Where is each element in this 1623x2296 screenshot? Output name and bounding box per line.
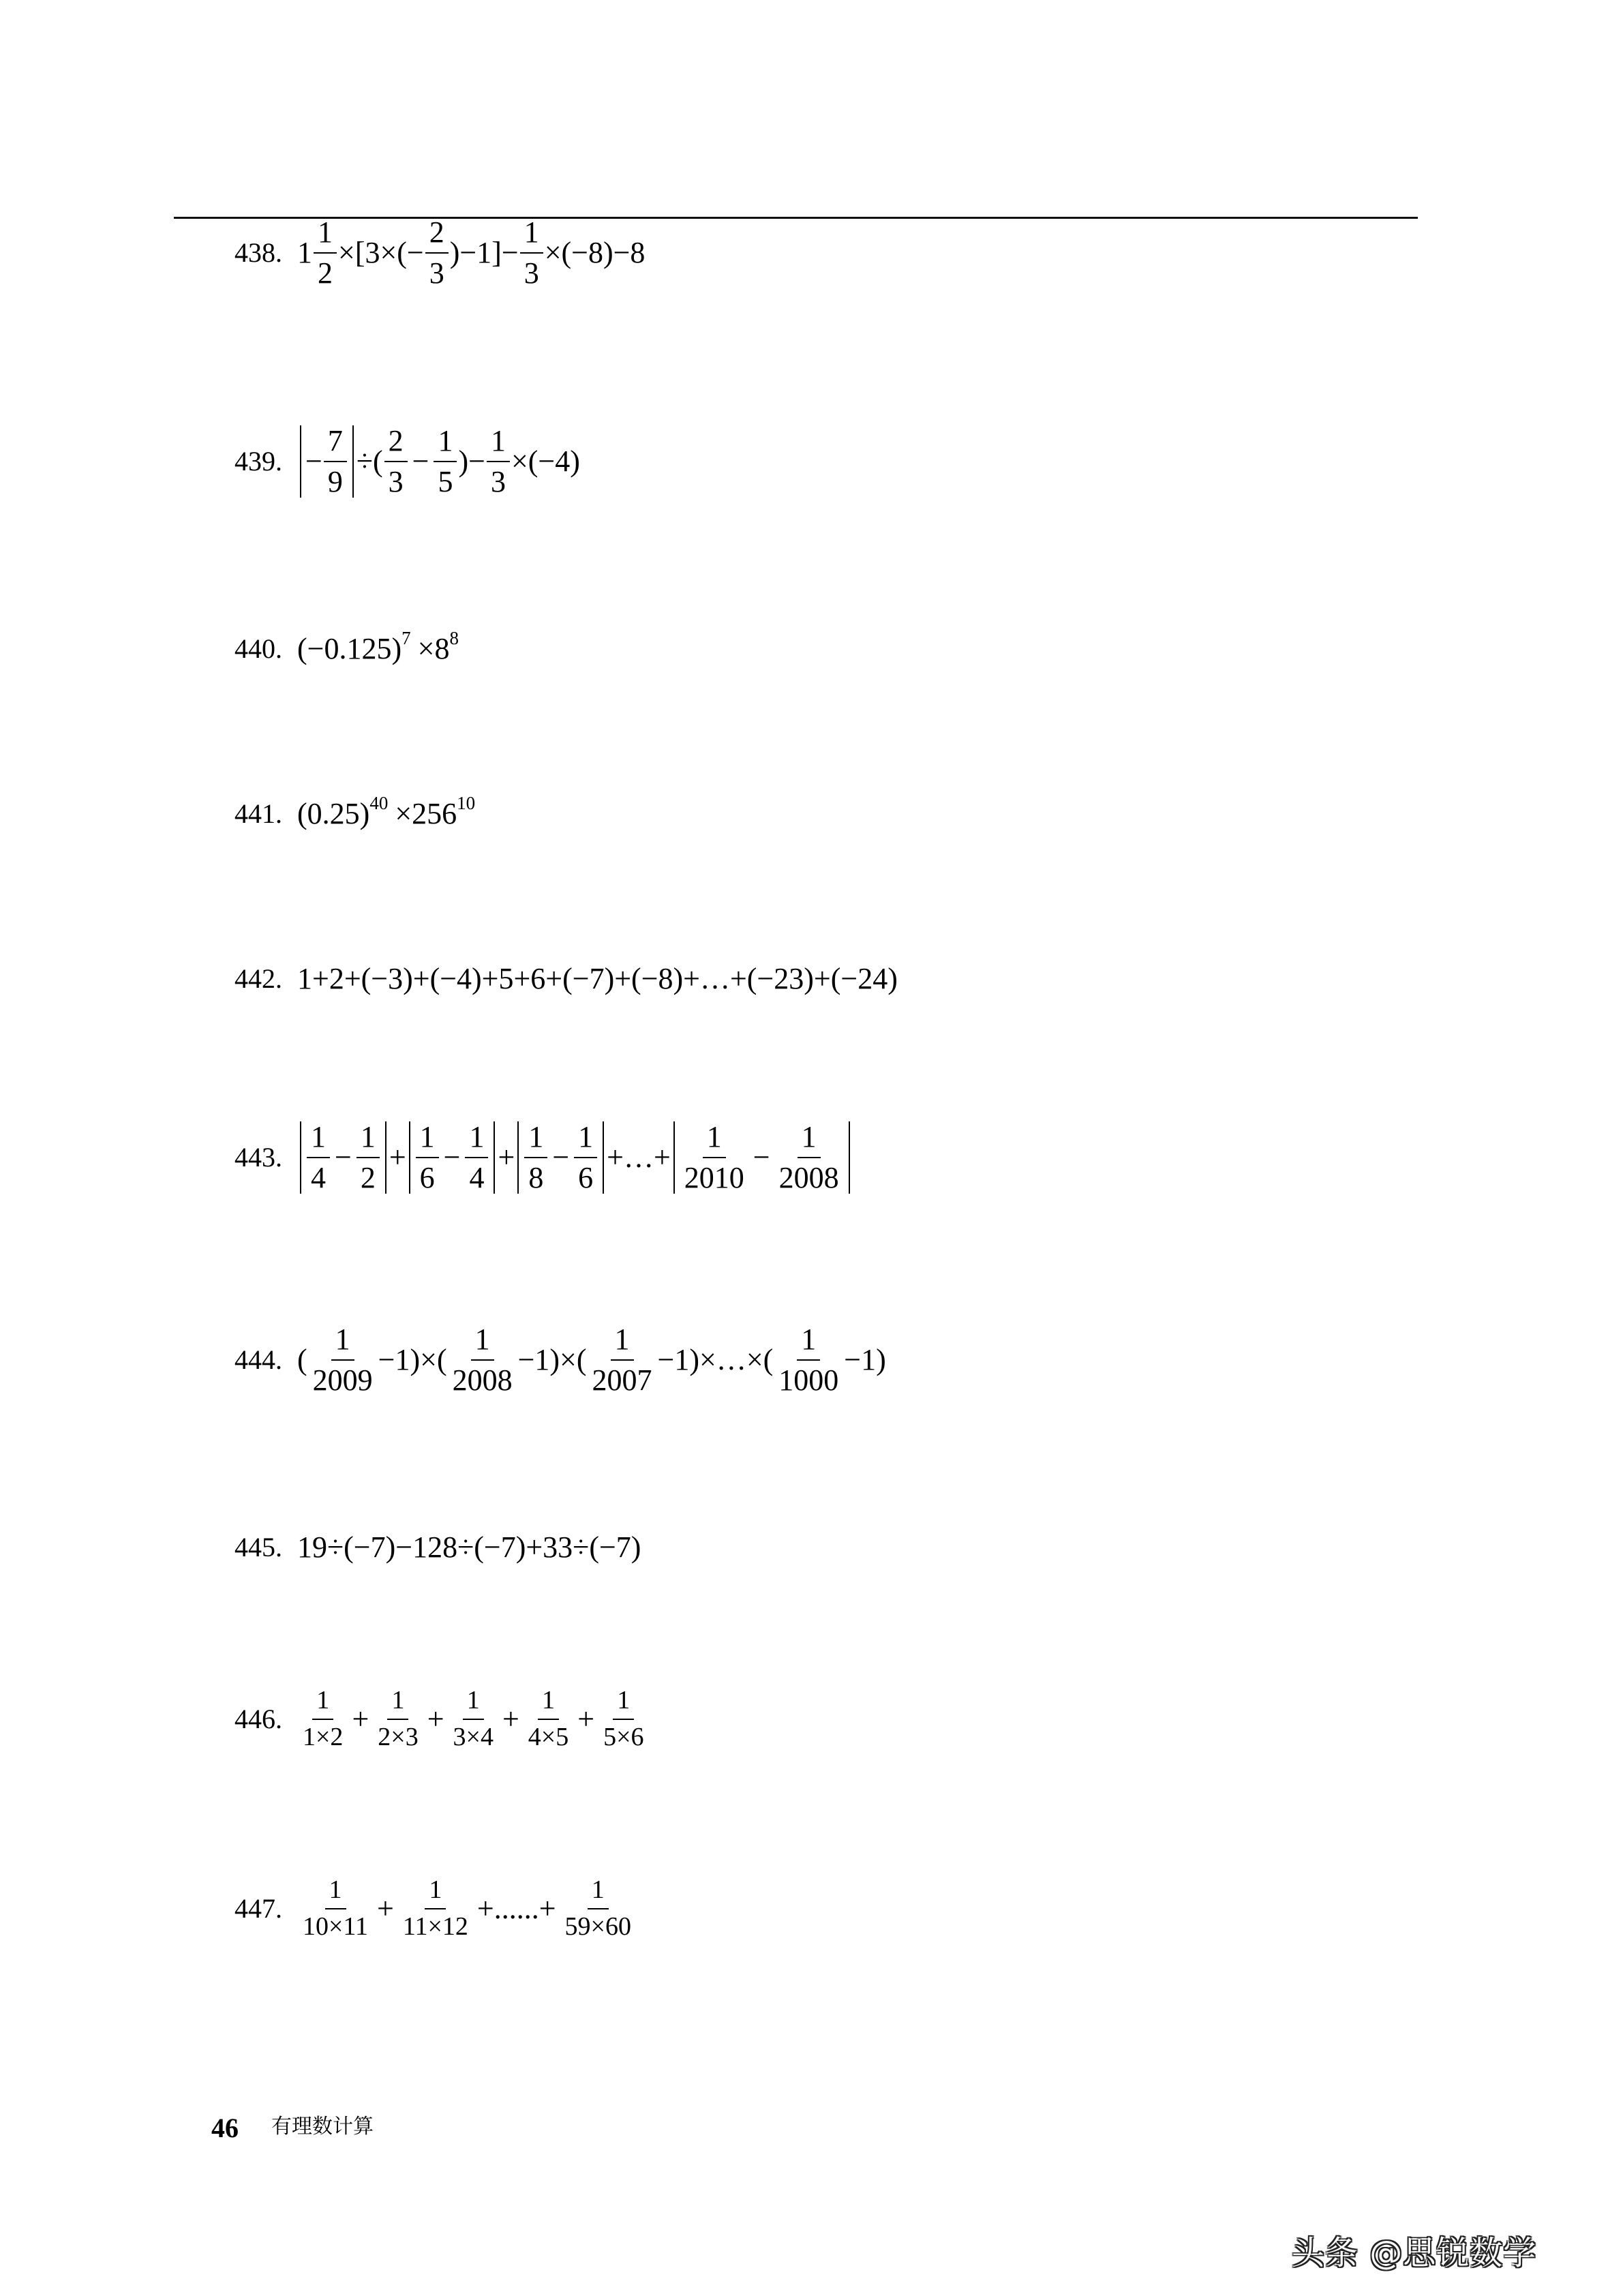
expression: (0.25) $^{40}$ ×256 $^{10}$: [297, 792, 476, 830]
fraction: $\frac{2}{3}$: [384, 425, 408, 498]
fraction: $\frac{1}{2}$: [314, 217, 337, 289]
problem-441: [234, 792, 476, 830]
fraction: $\frac{1}{2}$: [357, 1121, 380, 1194]
problem-number: 444.: [234, 1344, 282, 1376]
expression: 19÷(−7)−128÷(−7)+33÷(−7): [297, 1530, 641, 1564]
fraction: $\frac{1}{4}$: [307, 1121, 330, 1194]
fraction: $\frac{1}{2008}$: [452, 1323, 513, 1398]
absolute-value: − $\frac{7}{9}$: [300, 425, 354, 498]
fraction: $\frac{1}{3}$: [487, 425, 510, 498]
expression: 1+2+(−3)+(−4)+5+6+(−7)+(−8)+…+(−23)+(−24): [297, 962, 898, 995]
problem-number: 438.: [234, 237, 282, 269]
fraction: $\frac{1}{3\times 4}$: [453, 1686, 494, 1751]
fraction: $\frac{1}{8}$: [524, 1121, 547, 1194]
fraction: $\frac{7}{9}$: [324, 425, 347, 498]
fraction: $\frac{1}{2007}$: [592, 1323, 652, 1398]
problem-446: [234, 1687, 650, 1751]
page-number: 46: [211, 2113, 239, 2143]
expression: − $\frac{7}{9}$ ÷( $\frac{2}{3}$ − $\frac{1}{5}$ )− $\frac{1}{3}$ ×(−4): [297, 425, 580, 498]
fraction: $\frac{1}{4}$: [465, 1121, 488, 1194]
absolute-value: $\frac{1}{6}$ − $\frac{1}{4}$: [409, 1121, 496, 1194]
problem-439: [234, 425, 580, 498]
expression: 1 $\frac{1}{2}$ ×[3×(− $\frac{2}{3}$ )−1]− $\frac{1}{3}$ ×(−8)−8: [297, 215, 646, 290]
expression: $\frac{1}{10\times 11}$ + $\frac{1}{11\times 12}$ +......+ $\frac{1}{59\times 60}$: [297, 1877, 637, 1941]
problem-443: [234, 1121, 853, 1194]
fraction: $\frac{1}{3}$: [520, 217, 543, 289]
problem-number: 446.: [234, 1703, 282, 1734]
fraction: $\frac{1}{1\times 2}$: [303, 1686, 344, 1751]
fraction: $\frac{1}{59\times 60}$: [564, 1875, 631, 1941]
fraction: $\frac{1}{2009}$: [312, 1323, 373, 1398]
expression: ( $\frac{1}{2009}$ −1)×( $\frac{1}{2008}$ −1)×( $\frac{1}{2007}$ −1)×…×( $\frac{1}{1000}$ −1): [297, 1323, 886, 1398]
problem-number: 440.: [234, 633, 282, 664]
problem-444: [234, 1324, 886, 1396]
expression: $\frac{1}{4}$ − $\frac{1}{2}$ + $\frac{1}{6}$ − $\frac{1}{4}$ + $\frac{1}{8}$ − $\frac{1}{6}$ +…+ $\frac{1}{2010}$ − $\frac{1}{2008}$: [297, 1121, 853, 1194]
absolute-value: $\frac{1}{2010}$ − $\frac{1}{2008}$: [673, 1121, 850, 1194]
expression: $\frac{1}{1\times 2}$ + $\frac{1}{2\times 3}$ + $\frac{1}{3\times 4}$ + $\frac{1}{4\times 5}$ + $\frac{1}{5\times 6}$: [297, 1687, 650, 1751]
problem-440: [234, 627, 459, 665]
fraction: $\frac{1}{6}$: [416, 1121, 439, 1194]
fraction: $\frac{1}{5}$: [434, 425, 457, 498]
fraction: $\frac{1}{10\times 11}$: [303, 1875, 369, 1941]
absolute-value: $\frac{1}{8}$ − $\frac{1}{6}$: [517, 1121, 604, 1194]
fraction: $\frac{1}{11\times 12}$: [402, 1875, 468, 1941]
expression: (−0.125) $^7$ ×8 $^8$: [297, 627, 459, 665]
problem-445: [234, 1532, 641, 1562]
fraction: $\frac{1}{1000}$: [778, 1323, 839, 1398]
fraction: $\frac{2}{3}$: [425, 217, 449, 289]
fraction: $\frac{1}{2010}$: [684, 1120, 744, 1195]
section-title: 有理数计算: [271, 2115, 374, 2139]
fraction: $\frac{1}{5\times 6}$: [603, 1686, 644, 1751]
problem-number: 445.: [234, 1532, 282, 1562]
fraction: $\frac{1}{4\times 5}$: [528, 1686, 569, 1751]
problem-number: 443.: [234, 1142, 282, 1173]
problem-442: [234, 964, 898, 994]
problem-number: 441.: [234, 798, 282, 829]
absolute-value: $\frac{1}{4}$ − $\frac{1}{2}$: [300, 1121, 386, 1194]
fraction: $\frac{1}{6}$: [574, 1121, 597, 1194]
watermark: 头条 @思锐数学: [1292, 2234, 1537, 2272]
problem-number: 447.: [234, 1892, 282, 1924]
problem-447: [234, 1877, 637, 1941]
problem-number: 439.: [234, 446, 282, 477]
problem-438: [234, 217, 645, 289]
fraction: $\frac{1}{2\times 3}$: [378, 1686, 419, 1751]
problem-number: 442.: [234, 963, 282, 994]
fraction: $\frac{1}{2008}$: [778, 1120, 839, 1195]
